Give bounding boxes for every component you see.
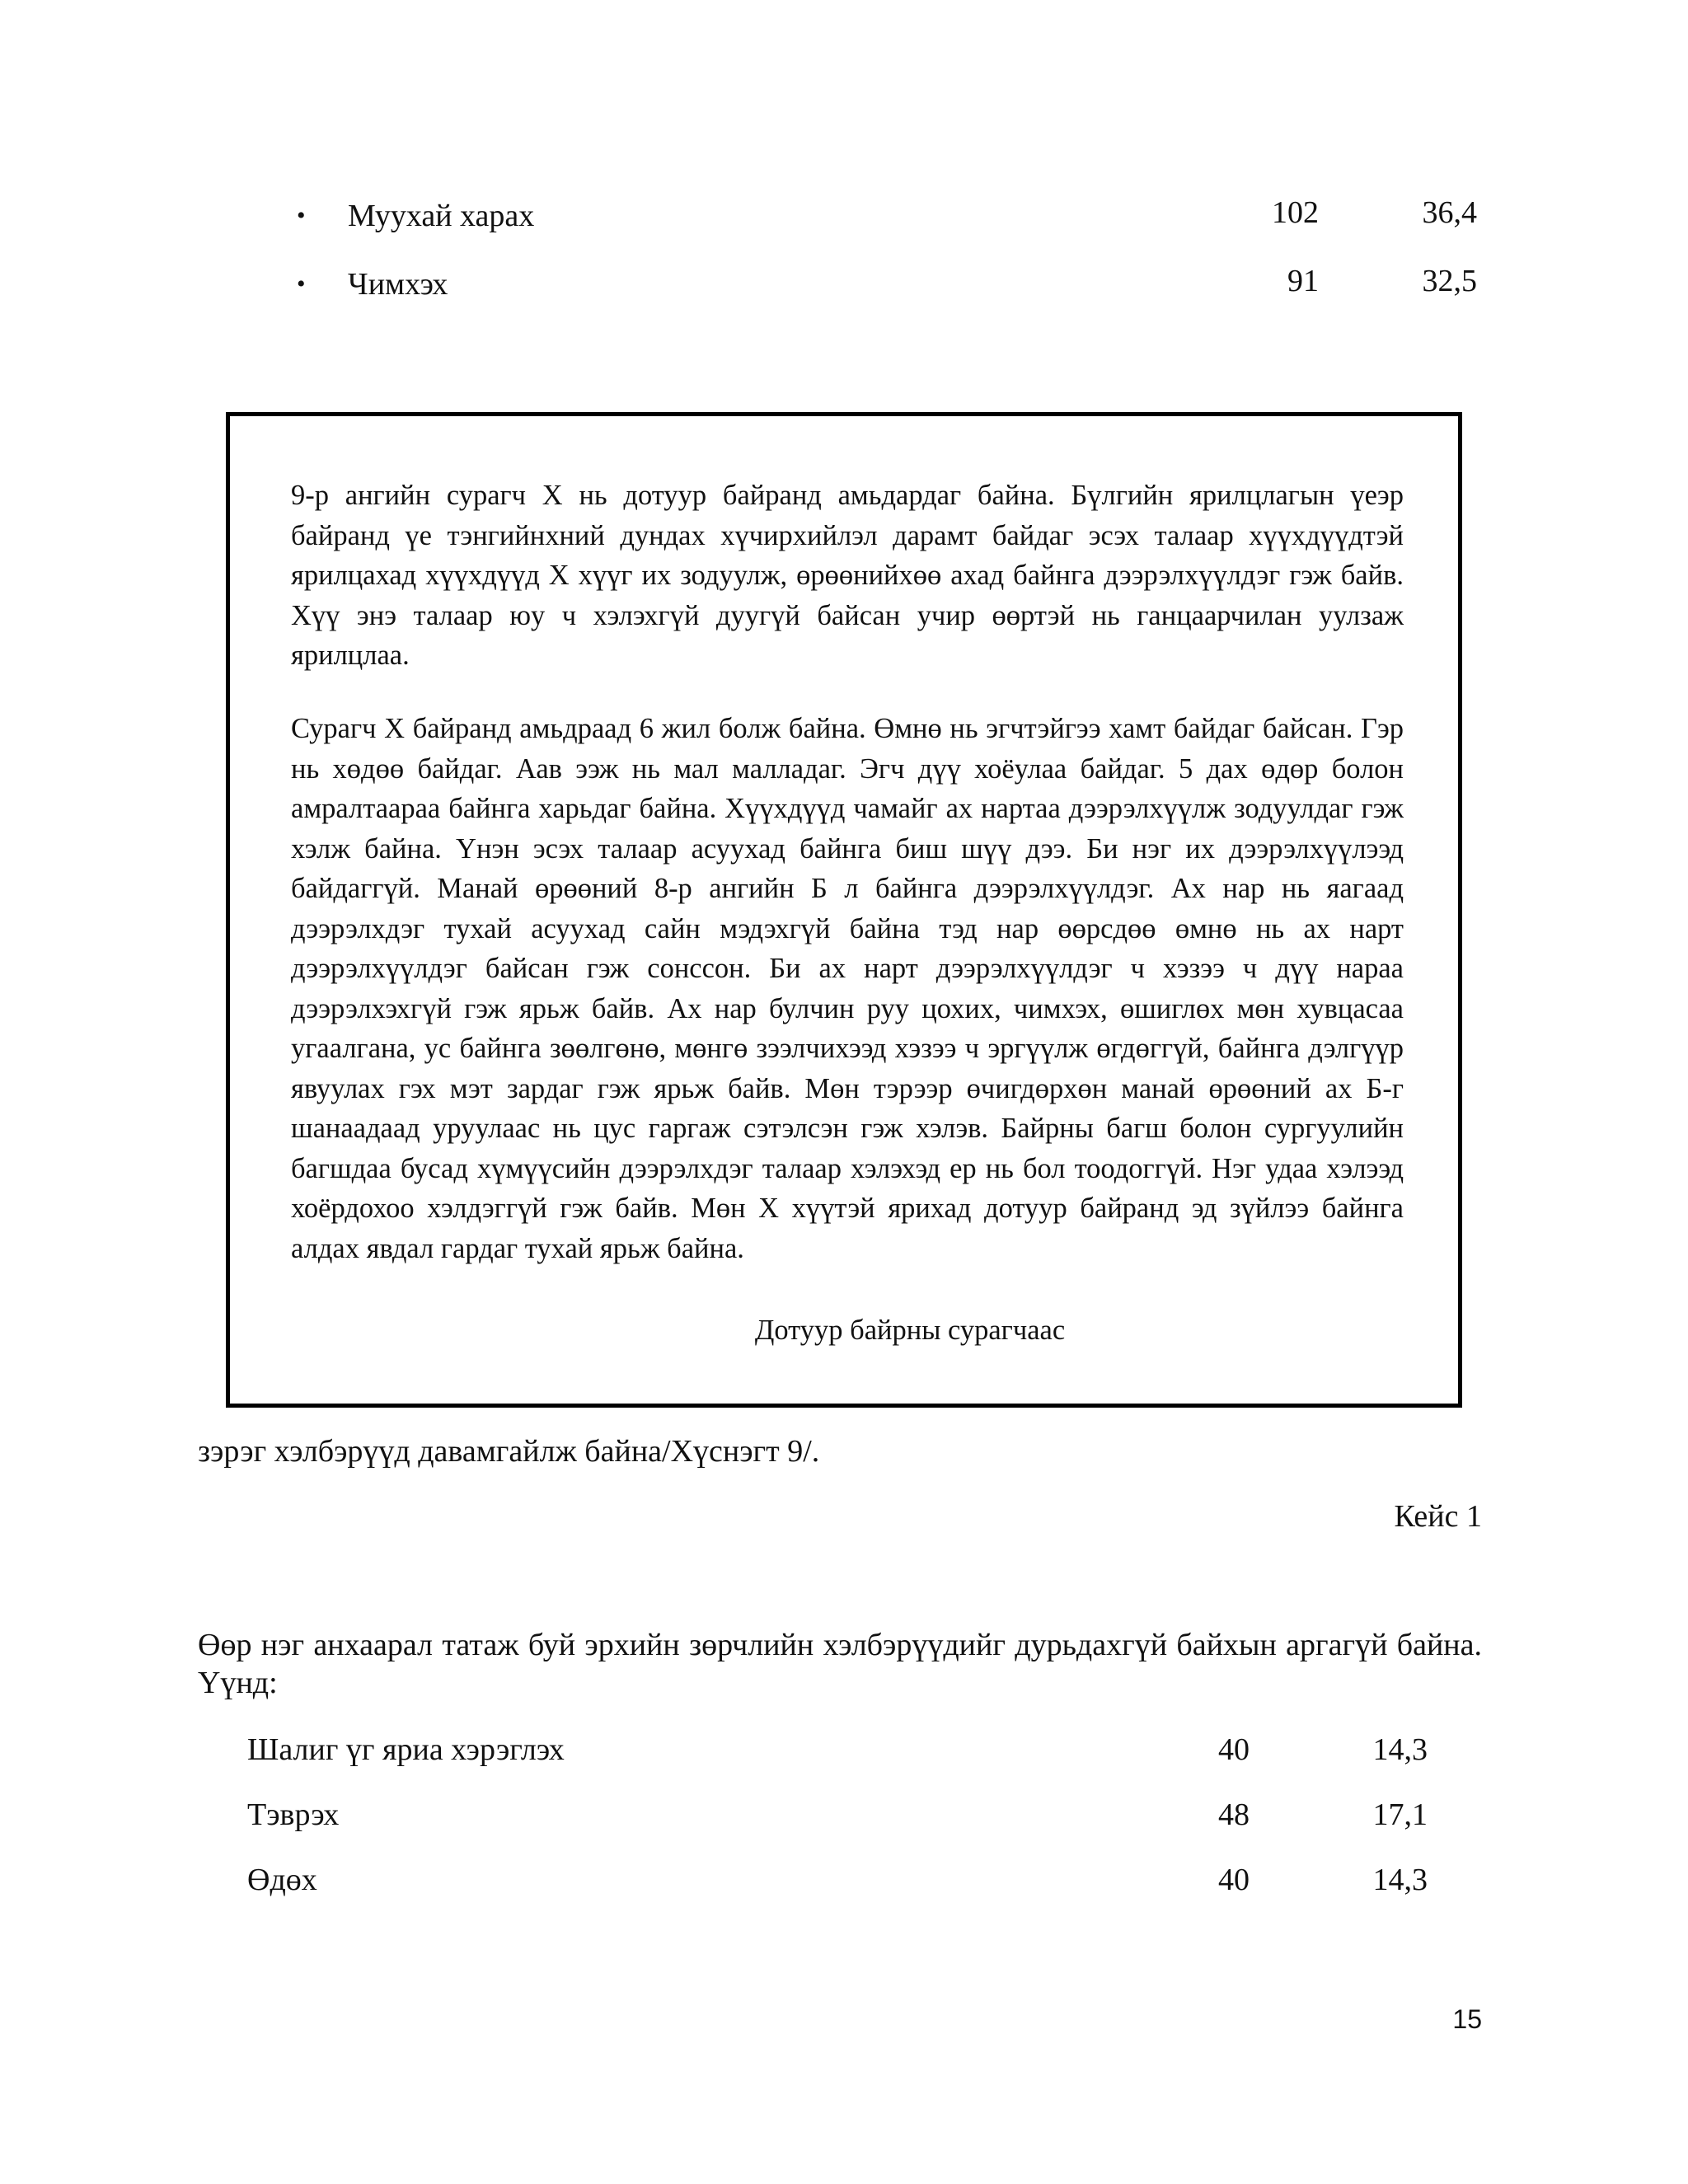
case-study-box xyxy=(226,412,1462,1408)
stat-row xyxy=(247,1790,1442,1840)
case-paragraph-2: Сурагч Х байранд амьдраад 6 жил болж байна. Өмнө нь эгчтэйгээ хамт байдаг байсан. Гэр нь хөдөө байдаг. Аав ээж нь мал малладаг. Эгч дүү хоёулаа байдаг. 5 дах өдөр болон амралтаараа байнга харьдаг байна. Хүүхдүүд чамайг ах нартаа дээрэлхүүлж зодуулдаг гэж хэлж байна. Үнэн эсэх талаар асуухад байнга биш шүү дээ. Би нэг их дээрэлхүүлээд байдаггүй. Манай өрөөний 8-р ангийн Б л байнга дээрэлхүүлдэг. Ах нар нь яагаад дээрэлхдэг тухай асуухад сайн мэдэхгүй байна тэд нар өөрсдөө өмнө нь ах нарт дээрэлхүүлдэг байсан гэж сонссон. Би ах нарт дээрэлхүүлдэг ч хэзээ ч дүү нараа дээрэлхэхгүй гэж ярьж байв. Ах нар булчин руу цохих, чимхэх, өшиглөх мөн хувцасаа угаалгана, ус байнга зөөлгөнө, мөнгө зээлчихээд хэзээ ч эргүүлж өгдөггүй, байнга дэлгүүр явуулах гэх мэт зардаг гэж ярьж байв. Мөн тэрээр өчигдөрхөн манай өрөөний ах Б-г шанаадаад уруулаас нь цус гаргаж сэтэлсэн гэж хэлэв. Байрны багш болон сургуулийн багшдаа бусад хүмүүсийн дээрэлхдэг талаар хэлэхэд ер нь бол тоодоггүй. Нэг удаа хэлээд хоёрдохоо хэлдэггүй гэж байв. Мөн Х хүүтэй ярихад дотуур байранд эд зүйлээ байнга алдах явдал гардаг тухай ярьж байна. xyxy=(291,713,1404,1264)
page-number: 15 xyxy=(1452,2004,1482,2034)
stat-label: Шалиг үг яриа хэрэглэх xyxy=(247,1732,565,1767)
stat-row xyxy=(247,1855,1442,1905)
case-label: Кейс 1 xyxy=(1394,1499,1482,1534)
stat-label: Өдөх xyxy=(247,1863,317,1897)
body-text-line: зэрэг хэлбэрүүд давамгайлж байна/Хүснэгт 9/. xyxy=(198,1434,820,1469)
list-item-label: Чимхэх xyxy=(348,267,448,302)
stat-count: 48 xyxy=(1218,1797,1250,1832)
list-item-percent: 36,4 xyxy=(1422,195,1477,230)
stat-count: 40 xyxy=(1218,1732,1250,1767)
stat-percent: 17,1 xyxy=(1372,1797,1428,1832)
list-item-label: Муухай харах xyxy=(348,199,535,233)
stat-percent: 14,3 xyxy=(1372,1732,1428,1767)
stat-label: Тэврэх xyxy=(247,1797,340,1832)
case-paragraph-1: 9-р ангийн сурагч Х нь дотуур байранд амьдардаг байна. Бүлгийн ярилцлагын үеэр байранд үе тэнгийнхний дундах хүчирхийлэл дарамт байдаг эсэх талаар хүүхдүүдтэй ярилцахад хүүхдүүд Х хүүг их зодуулж, өрөөнийхөө ахад байнга дээрэлхүүлдэг гэж байв. Хүү энэ талаар юу ч хэлэхгүй дуугүй байсан учир өөртэй нь ганцаарчилан уулзаж ярилцлаа. xyxy=(291,480,1404,671)
bullet-icon: • xyxy=(297,270,306,298)
stat-percent: 14,3 xyxy=(1372,1863,1428,1897)
list-item xyxy=(297,191,1477,241)
case-signature: Дотуур байрны сурагчаас xyxy=(754,1315,1066,1346)
list-item-percent: 32,5 xyxy=(1422,264,1477,298)
bullet-icon: • xyxy=(297,202,306,229)
list-item xyxy=(297,260,1477,309)
list-item-count: 102 xyxy=(1272,195,1319,230)
list-item-count: 91 xyxy=(1287,264,1319,298)
intro-paragraph: Өөр нэг анхаарал татаж буй эрхийн зөрчлийн хэлбэрүүдийг дурьдахгүй байхын аргагүй байна. Үүнд: xyxy=(198,1628,1482,1700)
stat-row xyxy=(247,1725,1442,1774)
stat-count: 40 xyxy=(1218,1863,1250,1897)
